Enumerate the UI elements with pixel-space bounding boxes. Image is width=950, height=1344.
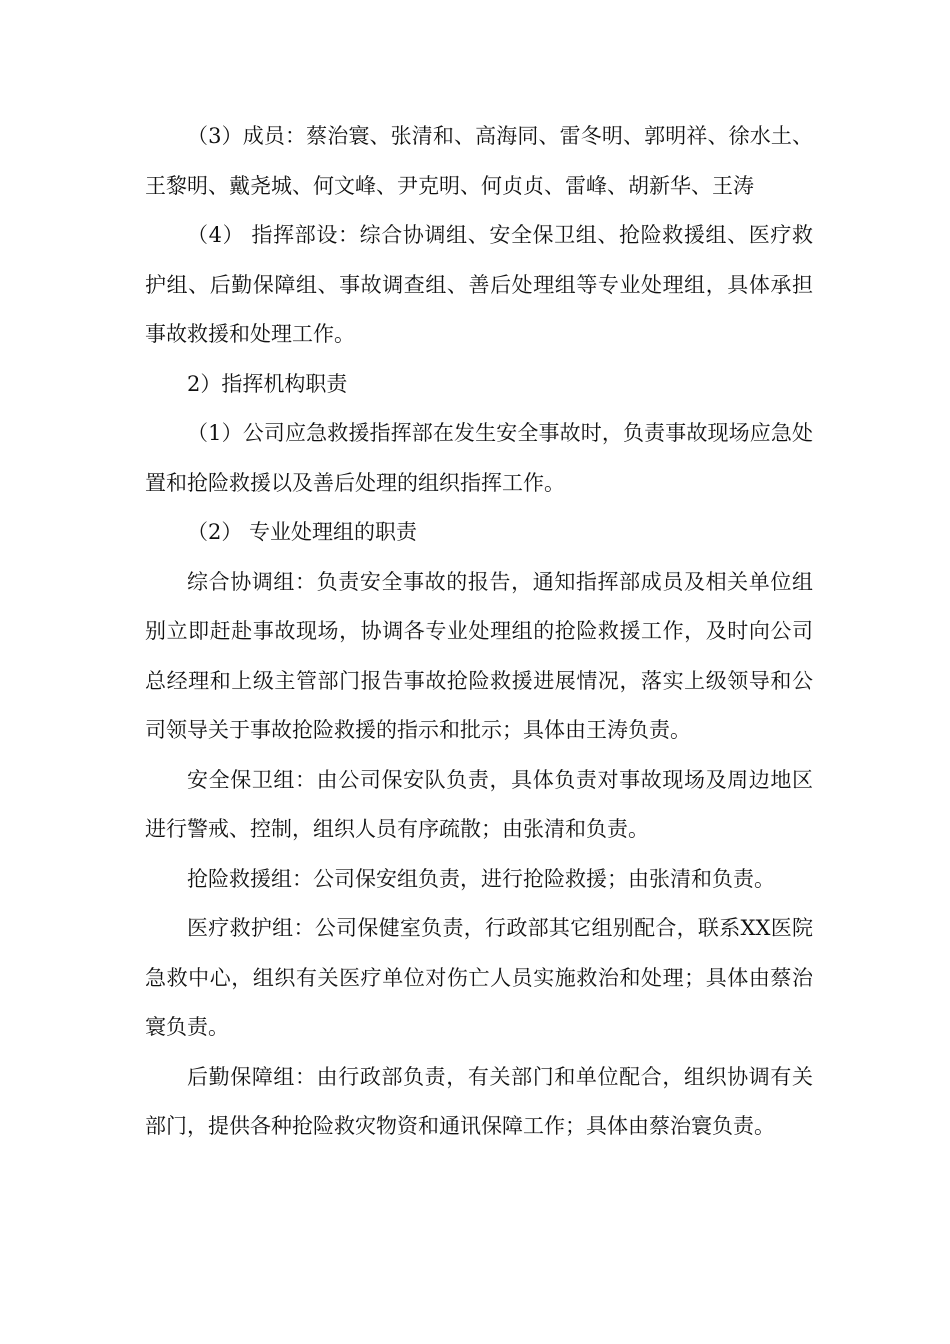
paragraph-coordination-group: 综合协调组：负责安全事故的报告，通知指挥部成员及相关单位组别立即赶赴事故现场，协调各专业处理组的抢险救援工作，及时向公司总经理和上级主管部门报告事故抢险救援进展情况，落实上级领导和公司领导关于事故抢险救援的指示和批示；具体由王涛负责。	[145, 569, 813, 742]
document-body	[145, 112, 813, 1152]
paragraph-heading-command-duties: 2）指挥机构职责	[187, 371, 348, 396]
paragraph-members: （3）成员：蔡治寰、张清和、高海同、雷冬明、郭明祥、徐水土、王黎明、戴尧城、何文峰、尹克明、何贞贞、雷峰、胡新华、王涛	[145, 124, 813, 198]
paragraph-command-setup: （4） 指挥部设：综合协调组、安全保卫组、抢险救援组、医疗救护组、后勤保障组、事故调查组、善后处理组等专业处理组，具体承担事故救援和处理工作。	[145, 223, 813, 346]
paragraph-rescue-group: 抢险救援组：公司保安组负责，进行抢险救援；由张清和负责。	[187, 866, 775, 891]
paragraph-security-group: 安全保卫组：由公司保安队负责，具体负责对事故现场及周边地区进行警戒、控制，组织人员有序疏散；由张清和负责。	[145, 767, 813, 841]
paragraph-logistics-group: 后勤保障组：由行政部负责，有关部门和单位配合，组织协调有关部门，提供各种抢险救灾物资和通讯保障工作；具体由蔡治寰负责。	[145, 1064, 813, 1138]
paragraph-heading-group-duties: （2） 专业处理组的职责	[187, 520, 418, 544]
paragraph-medical-group: 医疗救护组：公司保健室负责，行政部其它组别配合，联系XX医院急救中心，组织有关医疗单位对伤亡人员实施救治和处理；具体由蔡治寰负责。	[145, 916, 813, 1039]
paragraph-headquarters-duty: （1）公司应急救援指挥部在发生安全事故时，负责事故现场应急处置和抢险救援以及善后处理的组织指挥工作。	[145, 421, 813, 495]
